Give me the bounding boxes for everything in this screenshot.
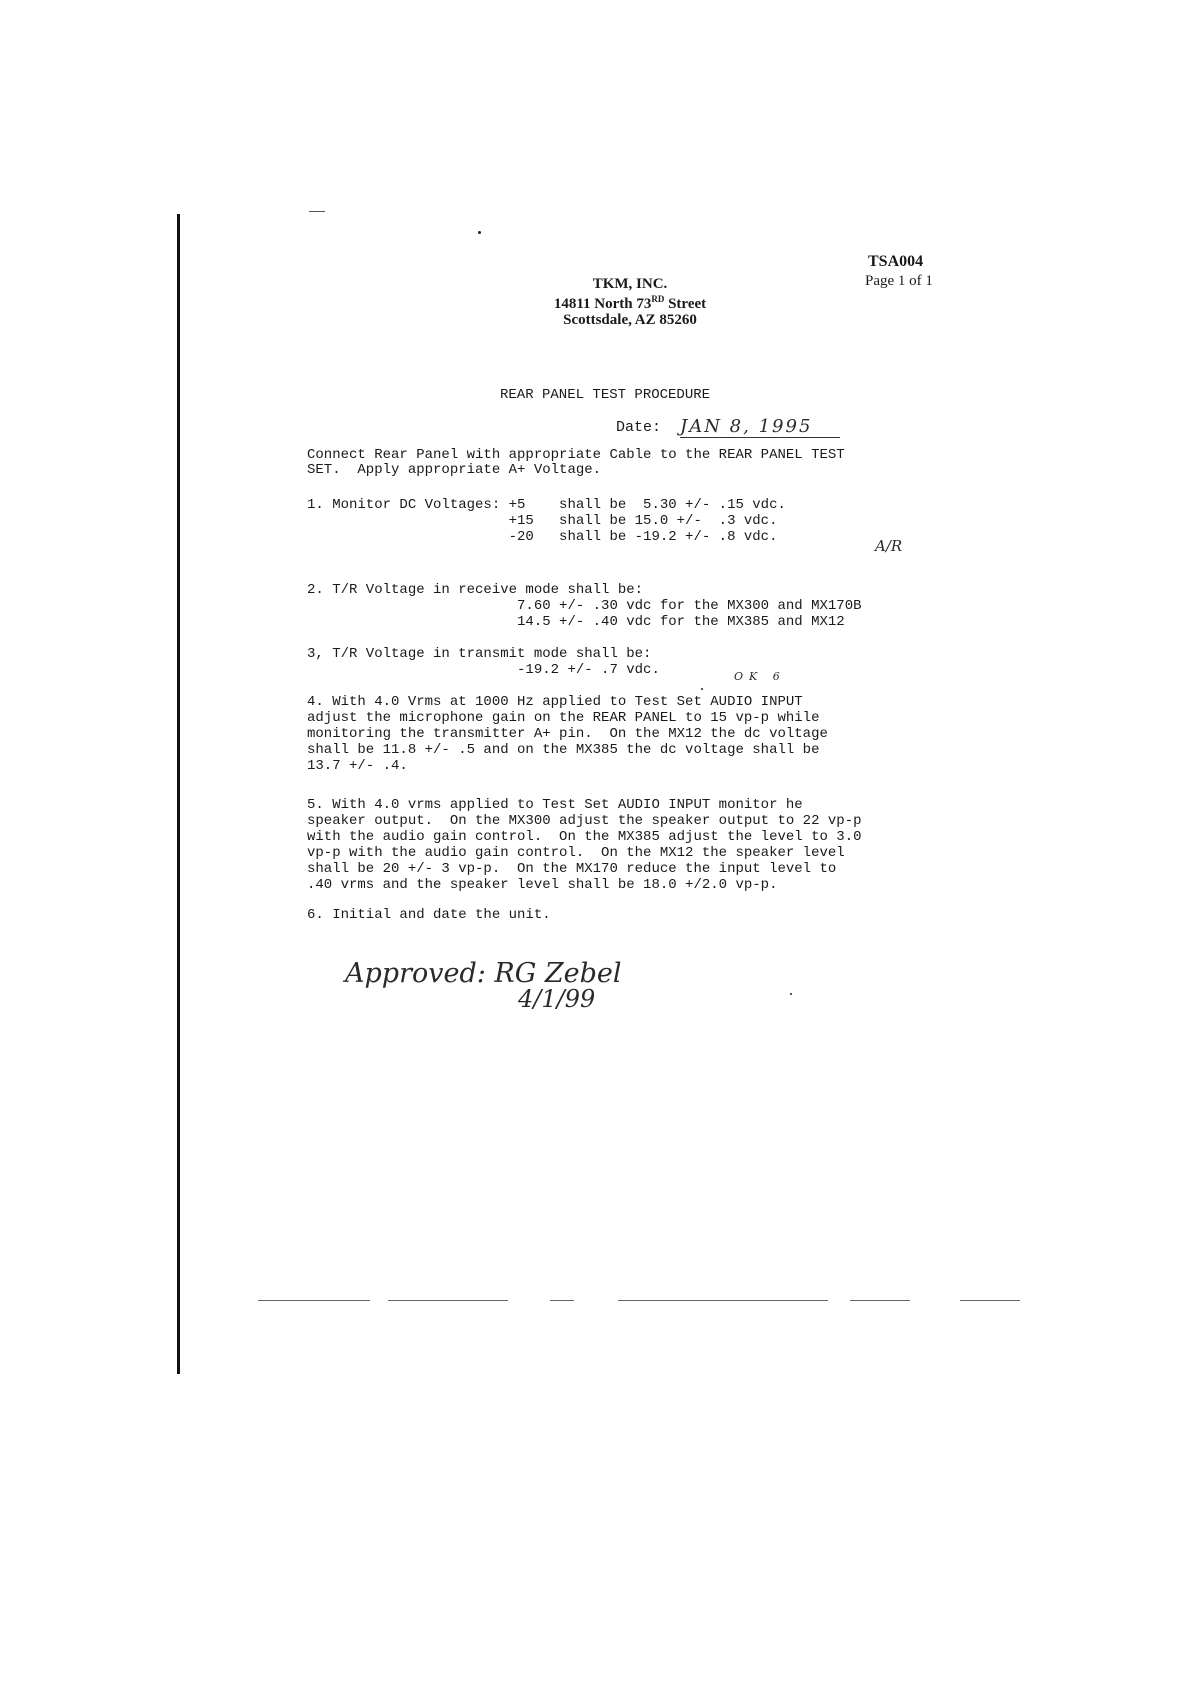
- company-name: TKM, INC.: [592, 276, 668, 292]
- date-label: Date:: [616, 419, 662, 436]
- step-2-receive-mode: 2. T/R Voltage in receive mode shall be: 7.60 +/- .30 vdc for the MX300 and MX170B 14.5 +/- .40 vdc for the MX385 and MX12: [307, 582, 862, 630]
- divider: [618, 1300, 828, 1301]
- scan-speck: [701, 688, 703, 690]
- document-title: REAR PANEL TEST PROCEDURE: [500, 387, 711, 403]
- company-city: Scottsdale, AZ 85260: [563, 312, 697, 328]
- company-address: 14811 North 73RD Street: [553, 294, 707, 312]
- divider: [960, 1300, 1020, 1301]
- approval-signature: Approved: RG Zebel: [345, 958, 622, 989]
- page-number: Page 1 of 1: [865, 273, 933, 289]
- scan-speck: [478, 231, 481, 234]
- handwritten-mark: A/R: [875, 537, 903, 555]
- divider: [850, 1300, 910, 1301]
- scan-edge-bar: [177, 214, 180, 1374]
- intro-paragraph: Connect Rear Panel with appropriate Cable to the REAR PANEL TEST SET. Apply appropriate A+ Voltage.: [307, 447, 845, 478]
- step-4-microphone-gain: 4. With 4.0 Vrms at 1000 Hz applied to Test Set AUDIO INPUT adjust the microphone gain on the REAR PANEL to 15 vp-p while monitoring the transmitter A+ pin. On the MX12 the dc voltage shall be 11.8 +/- .5 and on the MX385 the dc voltage shall be 13.7 +/- .4.: [307, 694, 828, 774]
- step-6-initial-date: 6. Initial and date the unit.: [307, 907, 551, 923]
- scan-mark: [309, 211, 325, 212]
- document-id: TSA004: [868, 253, 924, 270]
- step-5-speaker-output: 5. With 4.0 vrms applied to Test Set AUDIO INPUT monitor he speaker output. On the MX300 adjust the speaker output to 22 vp-p with the audio gain control. On the MX385 adjust the level to 3.0 vp-p with the audio gain control. On the MX12 the speaker level shall be 20 +/- 3 vp-p. On the MX170 reduce the input level to .40 vrms and the speaker level shall be 18.0 +/2.0 vp-p.: [307, 797, 862, 893]
- handwritten-mark: OK 6: [734, 670, 786, 683]
- divider: [388, 1300, 508, 1301]
- step-3-transmit-mode: 3, T/R Voltage in transmit mode shall be: -19.2 +/- .7 vdc.: [307, 646, 660, 678]
- approval-date: 4/1/99: [518, 985, 596, 1013]
- divider: [258, 1300, 370, 1301]
- scan-speck: [790, 993, 792, 995]
- step-1-dc-voltages: 1. Monitor DC Voltages: +5 shall be 5.30 +/- .15 vdc. +15 shall be 15.0 +/- .3 vdc. -20 shall be -19.2 +/- .8 vdc.: [307, 497, 786, 545]
- date-handwritten: JAN 8, 1995: [680, 416, 840, 438]
- divider: [550, 1300, 574, 1301]
